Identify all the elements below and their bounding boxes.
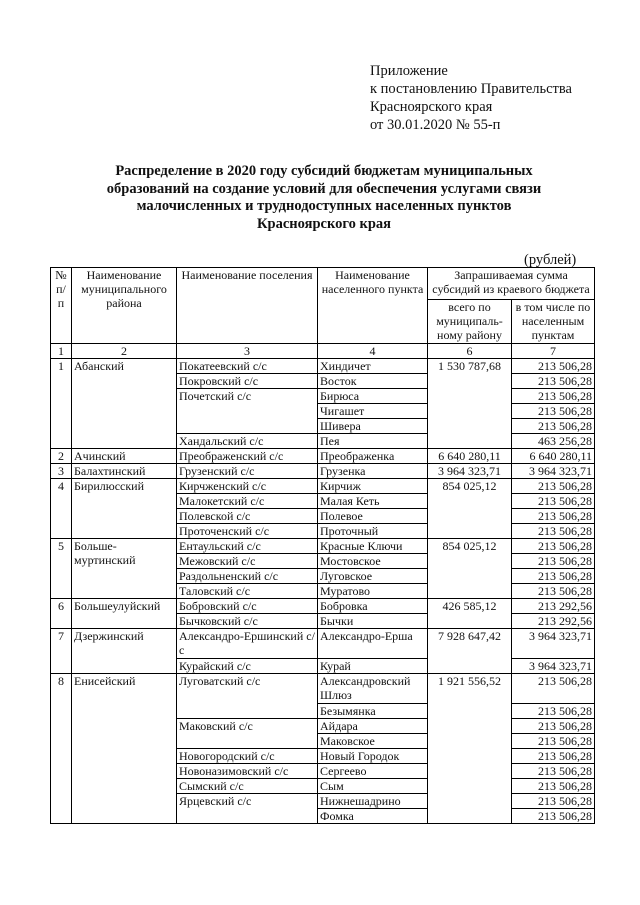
settlement-name: Бобровский с/с [177, 599, 318, 614]
locality-name: Бирюса [318, 389, 428, 404]
locality-amount: 213 506,28 [512, 509, 595, 524]
locality-amount: 463 256,28 [512, 434, 595, 449]
row-number: 8 [51, 674, 72, 824]
locality-name: Проточный [318, 524, 428, 539]
locality-name: Грузенка [318, 464, 428, 479]
settlement-name: Межовский с/с [177, 554, 318, 569]
district-name: Абанский [72, 359, 177, 449]
district-total: 854 025,12 [428, 539, 512, 599]
header-total: всего по муниципаль-ному району [428, 300, 512, 344]
district-total: 854 025,12 [428, 479, 512, 539]
row-number: 5 [51, 539, 72, 599]
locality-amount: 213 506,28 [512, 764, 595, 779]
header-settlement: Наименование поселения [177, 268, 318, 344]
locality-amount: 213 506,28 [512, 494, 595, 509]
district-name: Ачинский [72, 449, 177, 464]
locality-name: Курай [318, 659, 428, 674]
header-district: Наименование муниципального района [72, 268, 177, 344]
settlement-name: Покровский с/с [177, 374, 318, 389]
table-row [51, 479, 595, 494]
district-name: Балахтинский [72, 464, 177, 479]
locality-name: Малая Кеть [318, 494, 428, 509]
locality-name: Кирчиж [318, 479, 428, 494]
locality-name: Сым [318, 779, 428, 794]
locality-amount: 213 506,28 [512, 719, 595, 734]
locality-amount: 213 506,28 [512, 479, 595, 494]
locality-amount: 213 506,28 [512, 704, 595, 719]
row-number: 3 [51, 464, 72, 479]
locality-amount: 213 506,28 [512, 539, 595, 554]
locality-amount: 213 506,28 [512, 779, 595, 794]
district-total: 7 928 647,42 [428, 629, 512, 674]
row-number: 1 [51, 359, 72, 449]
col-number: 7 [512, 344, 595, 359]
locality-name: Айдара [318, 719, 428, 734]
appendix-line: Приложение [370, 63, 448, 79]
locality-amount: 3 964 323,71 [512, 629, 595, 659]
locality-name: Бобровка [318, 599, 428, 614]
table-row [51, 674, 595, 704]
locality-name: Новый Городок [318, 749, 428, 764]
document-title [40, 163, 608, 233]
row-number: 7 [51, 629, 72, 674]
table-row [51, 599, 595, 614]
header-per-locality: в том числе по населенным пунктам [512, 300, 595, 344]
settlement-name: Хандальский с/с [177, 434, 318, 449]
title-line: малочисленных и труднодоступных населенных пунктов [136, 198, 512, 214]
district-name: Енисейский [72, 674, 177, 824]
locality-name: Сергеево [318, 764, 428, 779]
appendix-line: Красноярского края [370, 99, 493, 115]
settlement-name: Сымский с/с [177, 779, 318, 794]
settlement-name: Новоназимовский с/с [177, 764, 318, 779]
settlement-name: Проточенский с/с [177, 524, 318, 539]
district-total: 1 530 787,68 [428, 359, 512, 449]
table-row [51, 539, 595, 554]
district-name: Бирилюсский [72, 479, 177, 539]
settlement-name: Таловский с/с [177, 584, 318, 599]
district-total: 426 585,12 [428, 599, 512, 629]
settlement-name: Новогородский с/с [177, 749, 318, 764]
subsidy-table [50, 267, 595, 824]
col-number: 3 [177, 344, 318, 359]
locality-amount: 213 506,28 [512, 554, 595, 569]
district-total: 6 640 280,11 [428, 449, 512, 464]
locality-name: Безымянка [318, 704, 428, 719]
locality-amount: 213 506,28 [512, 584, 595, 599]
table-body [51, 359, 595, 824]
settlement-name: Ярцевский с/с [177, 794, 318, 824]
district-name: Дзержинский [72, 629, 177, 674]
row-number: 6 [51, 599, 72, 629]
locality-amount: 3 964 323,71 [512, 659, 595, 674]
table-row [51, 449, 595, 464]
table-row [51, 359, 595, 374]
locality-name: Муратово [318, 584, 428, 599]
locality-amount: 213 506,28 [512, 734, 595, 749]
settlement-name: Почетский с/с [177, 389, 318, 434]
locality-name: Хиндичет [318, 359, 428, 374]
locality-name: Восток [318, 374, 428, 389]
locality-name: Александро-Ерша [318, 629, 428, 659]
settlement-name: Бычковский с/с [177, 614, 318, 629]
locality-amount: 213 506,28 [512, 674, 595, 704]
locality-amount: 213 506,28 [512, 524, 595, 539]
district-total: 3 964 323,71 [428, 464, 512, 479]
col-number: 6 [428, 344, 512, 359]
locality-name: Бычки [318, 614, 428, 629]
row-number: 4 [51, 479, 72, 539]
locality-name: Маковское [318, 734, 428, 749]
settlement-name: Полевской с/с [177, 509, 318, 524]
col-number: 2 [72, 344, 177, 359]
locality-name: Шивера [318, 419, 428, 434]
header-no: № п/п [51, 268, 72, 344]
locality-name: Красные Ключи [318, 539, 428, 554]
appendix-line: к постановлению Правительства [370, 81, 572, 97]
settlement-name: Ентаульский с/с [177, 539, 318, 554]
col-number: 1 [51, 344, 72, 359]
title-line: Красноярского края [257, 215, 391, 232]
title-line: Распределение в 2020 году субсидий бюджетам муниципальных [115, 163, 533, 179]
locality-amount: 6 640 280,11 [512, 449, 595, 464]
district-name: Больше-муртинский [72, 539, 177, 599]
table-row [51, 629, 595, 659]
locality-name: Чигашет [318, 404, 428, 419]
settlement-name: Александро-Ершинский с/с [177, 629, 318, 659]
locality-amount: 213 506,28 [512, 809, 595, 824]
units-label: (рублей) [524, 252, 577, 268]
settlement-name: Раздольненский с/с [177, 569, 318, 584]
settlement-name: Покатеевский с/с [177, 359, 318, 374]
settlement-name: Грузенский с/с [177, 464, 318, 479]
locality-name: Луговское [318, 569, 428, 584]
locality-amount: 213 506,28 [512, 374, 595, 389]
settlement-name: Маковский с/с [177, 719, 318, 749]
locality-name: Полевое [318, 509, 428, 524]
locality-amount: 213 292,56 [512, 599, 595, 614]
settlement-name: Малокетский с/с [177, 494, 318, 509]
locality-amount: 213 506,28 [512, 359, 595, 374]
locality-amount: 3 964 323,71 [512, 464, 595, 479]
settlement-name: Курайский с/с [177, 659, 318, 674]
locality-amount: 213 506,28 [512, 749, 595, 764]
locality-name: Александровский Шлюз [318, 674, 428, 704]
locality-amount: 213 506,28 [512, 389, 595, 404]
locality-name: Преображенка [318, 449, 428, 464]
locality-name: Нижнешадрино [318, 794, 428, 809]
locality-amount: 213 506,28 [512, 794, 595, 809]
locality-amount: 213 506,28 [512, 419, 595, 434]
locality-amount: 213 506,28 [512, 569, 595, 584]
header-requested: Запрашиваемая сумма субсидий из краевого бюджета [428, 268, 595, 300]
locality-name: Мостовское [318, 554, 428, 569]
appendix-block [370, 62, 572, 134]
locality-amount: 213 292,56 [512, 614, 595, 629]
locality-amount: 213 506,28 [512, 404, 595, 419]
appendix-line: от 30.01.2020 № 55-п [370, 117, 501, 133]
locality-name: Фомка [318, 809, 428, 824]
header-locality: Наименование населенного пункта [318, 268, 428, 344]
district-total: 1 921 556,52 [428, 674, 512, 824]
settlement-name: Преображенский с/с [177, 449, 318, 464]
col-number: 4 [318, 344, 428, 359]
title-line: образований на создание условий для обеспечения услугами связи [106, 180, 542, 197]
district-name: Большеулуйский [72, 599, 177, 629]
settlement-name: Кирчженский с/с [177, 479, 318, 494]
table-row [51, 464, 595, 479]
locality-name: Пея [318, 434, 428, 449]
row-number: 2 [51, 449, 72, 464]
settlement-name: Луговатский с/с [177, 674, 318, 719]
